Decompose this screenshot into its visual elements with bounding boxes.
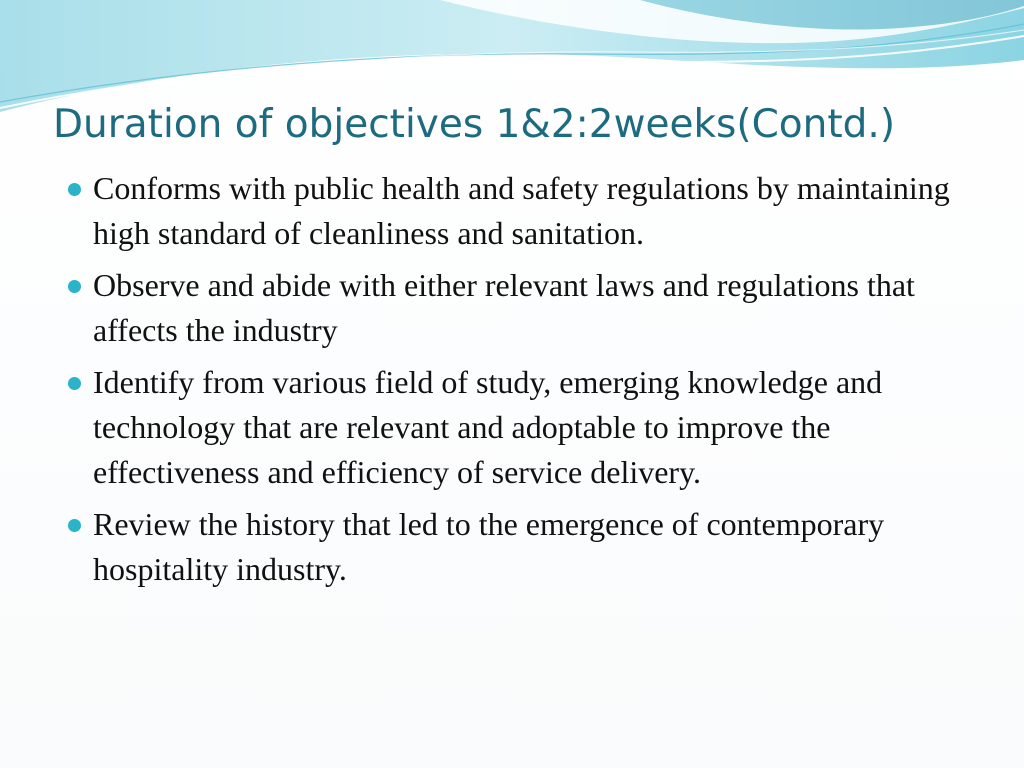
list-item [64,502,964,592]
bullet-text: Conforms with public health and safety regulations by maintaining high standard of cleanliness and sanitation. [93,170,950,251]
slide-title: Duration of objectives 1&2:2weeks(Contd.) [53,102,896,147]
bullet-dot-icon [68,183,81,196]
bullet-list [64,166,964,599]
bullet-text: Review the history that led to the emergence of contemporary hospitality industry. [93,506,885,587]
list-item [64,263,964,353]
bullet-dot-icon [68,280,81,293]
bullet-dot-icon [68,519,81,532]
bullet-dot-icon [68,377,81,390]
list-item [64,166,964,256]
bullet-text: Observe and abide with either relevant laws and regulations that affects the industry [93,267,915,348]
list-item [64,360,964,495]
bullet-text: Identify from various field of study, emerging knowledge and technology that are relevant and adoptable to improve the effectiveness and efficiency of service delivery. [93,364,883,490]
